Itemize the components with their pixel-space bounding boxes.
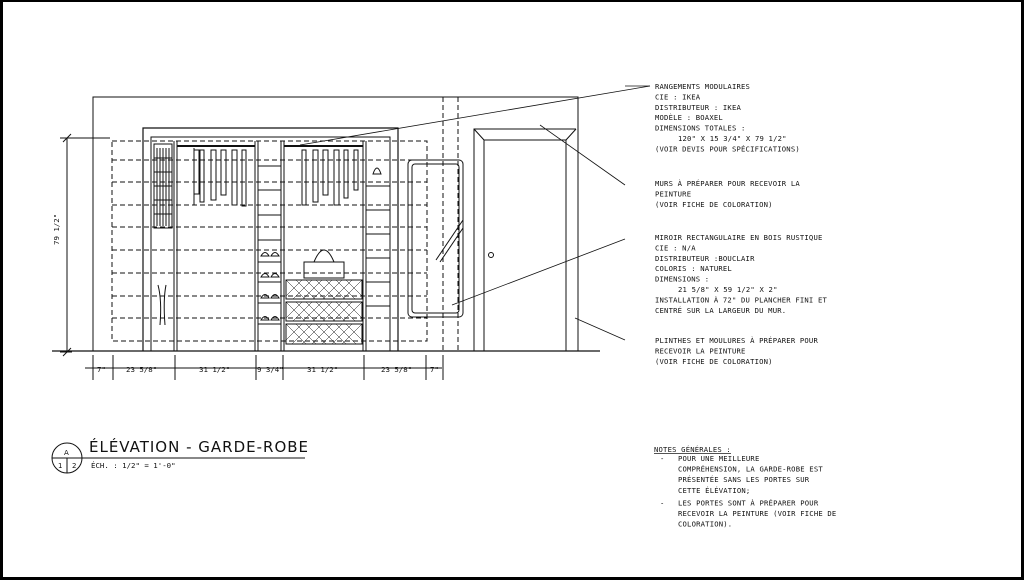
callout-2-line: (VOIR FICHE DE COLORATION) [655,199,773,209]
hanging-clothes-right [302,150,358,205]
dim-label-5: 31 1/2" [307,365,339,374]
callout-4-line: RECEVOIR LA PEINTURE [655,346,746,356]
callout-1-line: DIMENSIONS TOTALES : [655,123,746,133]
duffel-bag [304,250,344,278]
height-dimension [60,134,110,356]
storage-modules [174,141,366,351]
general-notes [654,445,836,529]
callout-1-line: DISTRIBUTEUR : IKEA [655,102,742,112]
callout-3-line: 21 5/8" X 59 1/2" X 2" [678,285,778,294]
callout-4-line: PLINTHES ET MOULURES À PRÉPARER POUR [655,336,818,345]
callout-1-line: CIE : IKEA [655,92,701,102]
height-dimension-label: 79 1/2" [52,213,61,245]
callout-1-line: MODÈLE : BOAXEL [655,113,723,123]
callout-3-line: DISTRIBUTEUR :BOUCLAIR [655,253,755,263]
detail-left: 1 [58,462,63,470]
callout-3-line: DIMENSIONS : [655,274,710,284]
dim-label-1: 7" [97,365,106,374]
dim-label-2: 23 5/8" [126,365,158,374]
note-2-line: RECEVOIR LA PEINTURE (VOIR FICHE DE [678,509,837,518]
callout-2-line: MURS À PRÉPARER POUR RECEVOIR LA [655,179,800,188]
mesh-drawers [286,280,362,344]
callout-3-line: INSTALLATION À 72" DU PLANCHER FINI ET [655,295,828,305]
dim-label-3: 31 1/2" [199,365,231,374]
drawing-title: ÉLÉVATION - GARDE-ROBE [89,438,310,456]
note-1-line: CETTE ÉLÉVATION; [678,485,751,495]
drawing-scale: ÉCH. : 1/2" = 1'-0" [91,461,176,470]
mirror [408,160,463,317]
callout-1-line: (VOIR DEVIS POUR SPÉCIFICATIONS) [655,144,800,154]
note-bullet: - [660,454,665,463]
note-1-line: POUR UNE MEILLEURE [678,454,760,463]
callout-3-line: CENTRÉ SUR LA LARGEUR DU MUR. [655,305,787,315]
callout-1-line: RANGEMENTS MODULAIRES [655,82,751,91]
note-2-line: COLORATION). [678,519,733,529]
callout-3-line: COLORIS : NATUREL [655,264,732,274]
note-bullet: - [660,498,665,508]
note-1-line: COMPRÉHENSION, LA GARDE-ROBE EST [678,464,823,474]
general-notes-heading: NOTES GÉNÉRALES : [654,445,731,454]
detail-letter: A [64,449,69,457]
dim-label-7: 7" [430,365,439,374]
note-2-line: LES PORTES SONT À PRÉPARER POUR [678,498,819,508]
callout-4-line: (VOIR FICHE DE COLORATION) [655,356,773,366]
shoe-shelves [258,166,281,324]
callout-3-line: CIE : N/A [655,243,696,253]
callouts [655,82,828,366]
door [474,129,576,351]
dim-label-4: 9 3/4" [257,365,284,374]
callout-3-line: MIROIR RECTANGULAIRE EN BOIS RUSTIQUE [655,233,823,242]
right-shelves [366,168,390,306]
callout-1-line: 120" X 15 3/4" X 79 1/2" [678,134,787,143]
hanging-clothes-left [194,148,246,206]
detail-right: 2 [72,462,77,470]
note-1-line: PRÉSENTÉE SANS LES PORTES SUR [678,475,810,485]
left-baskets [154,144,172,325]
callout-2-line: PEINTURE [655,189,692,199]
dim-label-6: 23 5/8" [381,365,413,374]
